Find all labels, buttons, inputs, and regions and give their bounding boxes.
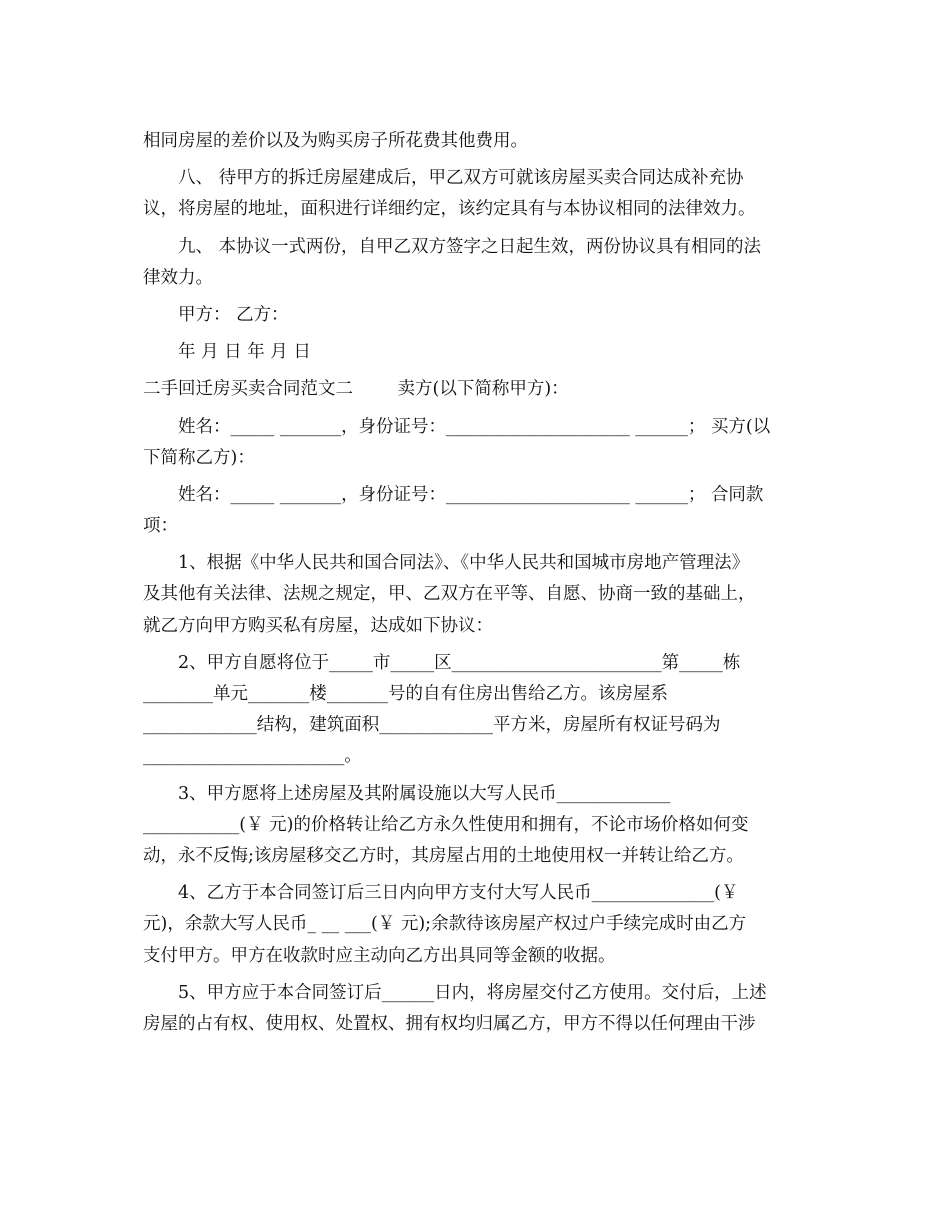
text-line: 动，永不反悔;该房屋移交乙方时，其房屋占用的土地使用权一并转让给乙方。 — [143, 845, 744, 866]
document-body — [143, 126, 808, 1040]
text-line: _____________结构，建筑面积_____________平方米，房屋所有权证号码为 — [143, 715, 721, 736]
text-line: 5、甲方应于本合同签订后______日内，将房屋交付乙方使用。交付后，上述 — [178, 982, 767, 1003]
text-line: 4、乙方于本合同签订后三日内向甲方支付大写人民币______________(￥ — [178, 883, 739, 904]
text-line: 八、 待甲方的拆迁房屋建成后，甲乙双方可就该房屋买卖合同达成补充协 — [178, 168, 744, 189]
signature-parties: 甲方： 乙方： — [178, 304, 289, 325]
text-line: 及其他有关法律、法规之规定，甲、乙双方在平等、自愿、协商一致的基础上， — [143, 584, 756, 605]
text-line: 相同房屋的差价以及为购买房子所花费其他费用。 — [143, 131, 528, 151]
text-line: 房屋的占有权、使用权、处置权、拥有权均归属乙方，甲方不得以任何理由干涉 — [143, 1013, 756, 1034]
text-line: 议，将房屋的地址，面积进行详细约定，该约定具有与本协议相同的法律效力。 — [143, 199, 756, 220]
signature-dates: 年 月 日 年 月 日 — [178, 342, 311, 363]
text-line: 姓名：_____ _______，身份证号：_____________________ ______； 买方(以 — [178, 416, 771, 437]
text-line: 九、 本协议一式两份，自甲乙双方签字之日起生效，两份协议具有相同的法 — [178, 236, 762, 257]
text-line: 项： — [143, 516, 178, 537]
text-line: 元)，余款大写人民币_ __ ___(￥ 元);余款待该房屋产权过户手续完成时由乙方 — [143, 914, 747, 935]
text-line: ___________(￥ 元)的价格转让给乙方永久性使用和拥有，不论市场价格如何变 — [143, 814, 749, 835]
text-line: ________单元_______楼_______号的自有住房出售给乙方。该房屋系 — [143, 684, 668, 704]
text-line: 1、根据《中华人民共和国合同法》、《中华人民共和国城市房地产管理法》 — [178, 553, 750, 574]
text-line: 姓名：_____ _______，身份证号：_____________________ ______； 合同款 — [178, 484, 764, 505]
text-line: 支付甲方。甲方在收款时应主动向乙方出具同等金额的收据。 — [143, 945, 616, 966]
section-title: 二手回迁房买卖合同范文二 卖方(以下简称甲方)： — [143, 379, 569, 400]
text-line: 就乙方向甲方购买私有房屋，达成如下协议： — [143, 615, 493, 636]
text-line: 3、甲方愿将上述房屋及其附属设施以大写人民币_____________ — [178, 783, 671, 804]
text-line: _______________________。 — [143, 746, 362, 767]
text-line: 下简称乙方)： — [143, 447, 255, 468]
text-line: 2、甲方自愿将位于_____市_____区________________________第_____栋 — [178, 652, 741, 673]
text-line: 律效力。 — [143, 267, 213, 288]
